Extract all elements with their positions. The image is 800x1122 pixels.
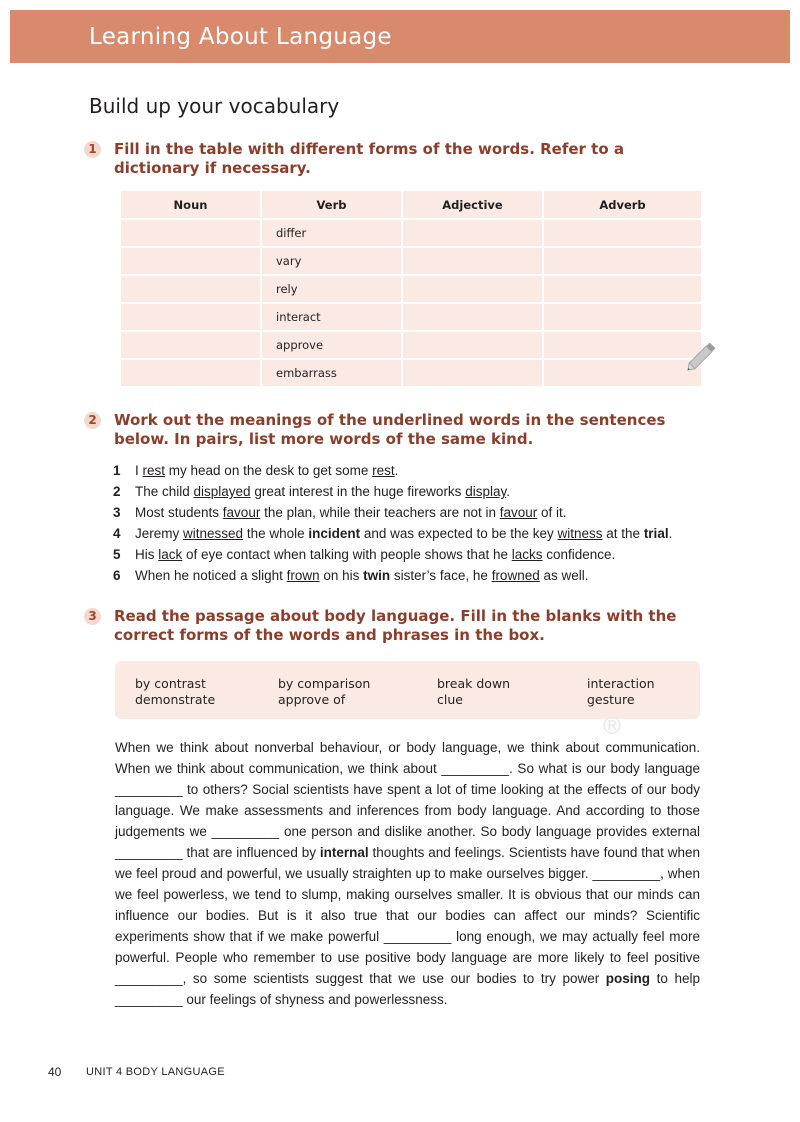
answer-cell[interactable] — [121, 220, 260, 246]
sentence-list — [113, 462, 672, 588]
answer-cell[interactable] — [121, 360, 260, 386]
page-header-title: Learning About Language — [89, 24, 392, 50]
verb-cell: differ — [262, 220, 401, 246]
table-row — [121, 304, 701, 330]
unit-label: UNIT 4 BODY LANGUAGE — [86, 1066, 225, 1078]
answer-cell[interactable] — [544, 360, 701, 386]
word-box-item: interaction — [587, 676, 655, 691]
table-row — [121, 360, 701, 386]
sentence-item — [113, 504, 672, 525]
page-number: 40 — [48, 1065, 62, 1079]
sentence-text: His — [135, 547, 159, 562]
bold-word: twin — [363, 568, 391, 583]
word-box-item: gesture — [587, 692, 635, 707]
underlined-word: lacks — [511, 547, 543, 562]
task-number: 1 — [84, 141, 101, 158]
verb-cell: rely — [262, 276, 401, 302]
body-language-passage — [115, 737, 700, 1010]
sentence-item — [113, 546, 672, 567]
bold-word: posing — [605, 971, 651, 986]
task-3 — [84, 607, 704, 645]
verb-cell: approve — [262, 332, 401, 358]
underlined-word: favour — [499, 505, 538, 520]
column-header: Verb — [262, 191, 401, 218]
sentence-text: the plan, while their teachers are not in — [260, 505, 500, 520]
bold-word: trial — [643, 526, 669, 541]
underlined-word: displayed — [193, 484, 251, 499]
word-box-item: by contrast — [135, 676, 206, 691]
table-row — [121, 332, 701, 358]
underlined-word: witness — [557, 526, 603, 541]
section-title: Build up your vocabulary — [89, 94, 340, 118]
task-instruction: Fill in the table with different forms of the words. Refer to a dictionary if necessary. — [114, 140, 624, 177]
underlined-word: rest — [372, 463, 395, 478]
task-number: 3 — [84, 608, 101, 625]
word-forms-table — [119, 189, 703, 388]
sentence-text: Most students — [135, 505, 223, 520]
sentence-text: of eye contact when talking with people shows that he — [182, 547, 512, 562]
sentence-number: 6 — [113, 568, 121, 583]
sentence-text: the whole — [243, 526, 309, 541]
sentence-text: . — [506, 484, 510, 499]
sentence-text: I — [135, 463, 143, 478]
answer-cell[interactable] — [544, 304, 701, 330]
pencil-icon — [682, 338, 722, 374]
sentence-number: 5 — [113, 547, 121, 562]
task-1 — [84, 140, 704, 178]
sentence-text: at the — [602, 526, 644, 541]
answer-cell[interactable] — [403, 276, 542, 302]
answer-cell[interactable] — [403, 304, 542, 330]
word-box-item: clue — [437, 692, 463, 707]
sentence-text: on his — [319, 568, 364, 583]
sentence-number: 1 — [113, 463, 121, 478]
sentence-number: 4 — [113, 526, 121, 541]
passage-text: thoughts and feelings. Scientists have found that when we feel proud and powerful, we usually straighten up to make ourselves bigger. _________, when we feel powerless, we tend to slump, making ourselves smaller. It is obvious that our minds can influence our bodies. But is it also true that our bodies can affect our minds? Scientific experiments show that if we make powerful _________ long enough, we may actually feel more powerful. People who remember to use positive body language are more likely to feel positive _________, so some scientists suggest that we use our bodies to try power — [115, 845, 700, 986]
table-header-row — [121, 191, 701, 218]
task-number: 2 — [84, 412, 101, 429]
sentence-text: and was expected to be the key — [360, 526, 558, 541]
table-row — [121, 276, 701, 302]
sentence-text: my head on the desk to get some — [165, 463, 373, 478]
column-header: Noun — [121, 191, 260, 218]
word-box-item: break down — [437, 676, 511, 691]
answer-cell[interactable] — [403, 248, 542, 274]
sentence-item — [113, 525, 672, 546]
word-box-item: by comparison — [278, 676, 371, 691]
word-box-item: approve of — [278, 692, 346, 707]
verb-cell: vary — [262, 248, 401, 274]
underlined-word: favour — [222, 505, 261, 520]
passage-text: When we think about nonverbal behaviour, or body language, we think about communication. When we think about communication, we think about _________. So what is our body language _________ to others? Social scientists have spent a lot of time looking at the effects of our body language. We make assessments and inferences from body language. And according to those judgements we _________ one person and dislike another. So body language provides external _________ that are influenced by — [115, 740, 700, 860]
task-instruction: Read the passage about body language. Fill in the blanks with the correct forms of the words and phrases in the box. — [114, 607, 677, 644]
task-2 — [84, 411, 704, 449]
underlined-word: display — [465, 484, 507, 499]
answer-cell[interactable] — [121, 332, 260, 358]
answer-cell[interactable] — [403, 220, 542, 246]
watermark-registered-mark: ® — [600, 712, 624, 740]
verb-cell: embarrass — [262, 360, 401, 386]
sentence-text: confidence. — [542, 547, 616, 562]
verb-cell: interact — [262, 304, 401, 330]
underlined-word: lack — [158, 547, 183, 562]
underlined-word: frown — [286, 568, 320, 583]
answer-cell[interactable] — [121, 248, 260, 274]
sentence-text: The child — [135, 484, 194, 499]
passage-text: to help _________ our feelings of shyness and powerlessness. — [115, 971, 700, 1007]
task-instruction: Work out the meanings of the underlined words in the sentences below. In pairs, list more words of the same kind. — [114, 411, 666, 448]
sentence-text: . — [394, 463, 399, 478]
sentence-item — [113, 483, 672, 504]
sentence-text: of it. — [537, 505, 567, 520]
word-box — [115, 661, 700, 719]
answer-cell[interactable] — [544, 276, 701, 302]
underlined-word: rest — [142, 463, 166, 478]
answer-cell[interactable] — [544, 332, 701, 358]
sentence-number: 3 — [113, 505, 121, 520]
answer-cell[interactable] — [121, 276, 260, 302]
underlined-word: frowned — [491, 568, 540, 583]
underlined-word: witnessed — [183, 526, 244, 541]
sentence-item — [113, 567, 672, 588]
table-body — [121, 220, 701, 386]
answer-cell[interactable] — [544, 220, 701, 246]
bold-word: internal — [319, 845, 369, 860]
sentence-number: 2 — [113, 484, 121, 499]
sentence-text: . — [668, 526, 673, 541]
answer-cell[interactable] — [121, 304, 260, 330]
answer-cell[interactable] — [403, 360, 542, 386]
bold-word: incident — [308, 526, 361, 541]
column-header: Adjective — [403, 191, 542, 218]
table-row — [121, 248, 701, 274]
word-box-item: demonstrate — [135, 692, 216, 707]
column-header: Adverb — [544, 191, 701, 218]
sentence-text: great interest in the huge fireworks — [250, 484, 466, 499]
sentence-text: sister’s face, he — [390, 568, 492, 583]
sentence-text: Jeremy — [135, 526, 184, 541]
sentence-text: When he noticed a slight — [135, 568, 287, 583]
answer-cell[interactable] — [403, 332, 542, 358]
sentence-text: as well. — [539, 568, 589, 583]
answer-cell[interactable] — [544, 248, 701, 274]
table-row — [121, 220, 701, 246]
sentence-item — [113, 462, 672, 483]
